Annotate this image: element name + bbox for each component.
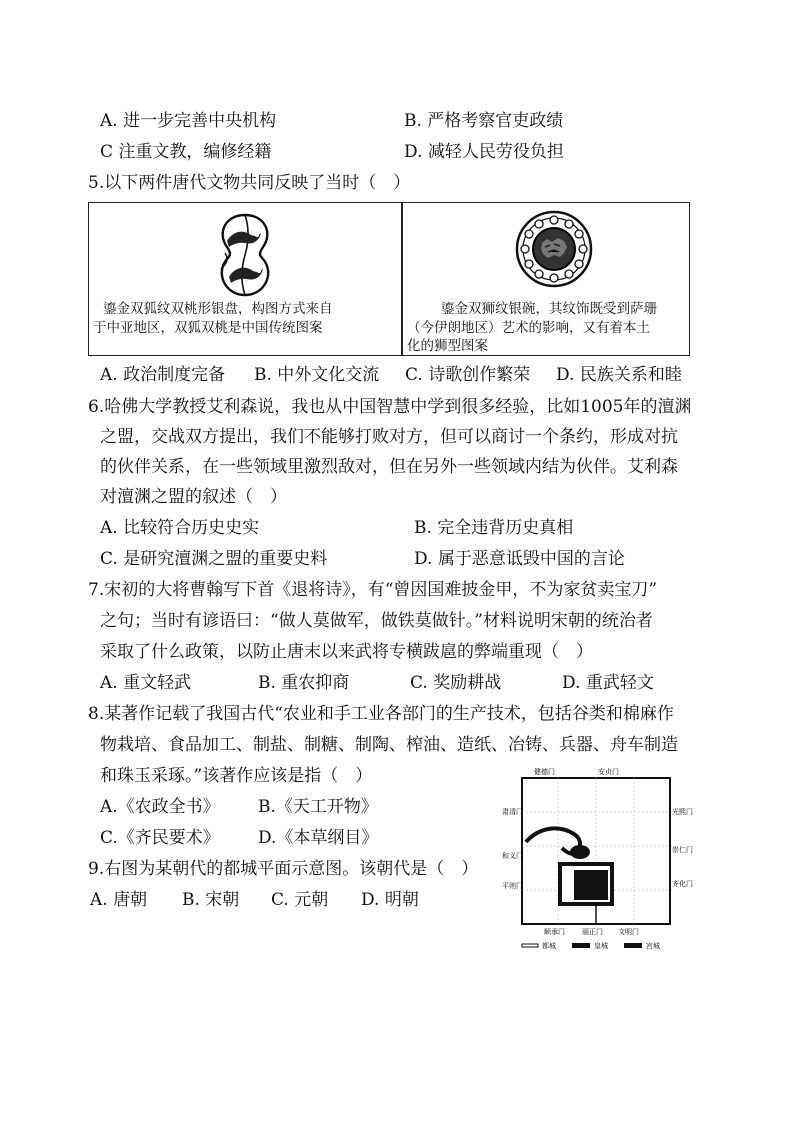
palace-city	[574, 870, 608, 900]
q8-option-c: C.《齐民要术》	[100, 828, 220, 848]
q8-option-a: A.《农政全书》	[100, 797, 220, 817]
q8-option-d: D.《本草纲目》	[258, 828, 379, 848]
gate-label-bottom-3: 文明门	[618, 928, 639, 936]
gate-label-left-1: 肃清门	[502, 808, 523, 816]
q5-option-d: D. 民族关系和睦	[556, 365, 682, 385]
q5-option-a: A. 政治制度完备	[100, 365, 226, 385]
q8-option-b: B.《天工开物》	[258, 797, 378, 817]
q7-line-2: 之句；当时有谚语曰：“做人莫做军，做铁莫做针。”材料说明宋朝的统治者	[100, 611, 653, 631]
q9-option-b: B. 宋朝	[182, 890, 240, 910]
q5-artifact-table	[88, 202, 690, 356]
q7-option-c: C. 奖励耕战	[410, 673, 502, 693]
legend-swatch-1	[522, 944, 538, 947]
q5-option-b: B. 中外文化交流	[254, 365, 380, 385]
q7-option-b: B. 重农抑商	[258, 673, 350, 693]
q7-option-a: A. 重文轻武	[100, 673, 192, 693]
legend-label-3: 宫城	[646, 942, 660, 950]
gate-label-top-left: 健德门	[534, 768, 555, 776]
q9-option-a: A. 唐朝	[90, 890, 148, 910]
q6-option-a: A. 比较符合历史史实	[100, 518, 260, 538]
q5-stem: 5.以下两件唐代文物共同反映了当时（ ）	[88, 173, 411, 193]
silver-bowl-image	[514, 209, 594, 289]
table-divider	[401, 203, 403, 355]
right-caption-line-2: （今伊朗地区）艺术的影响，又有着本土	[407, 320, 650, 336]
silver-plate-image	[207, 211, 283, 299]
q6-option-b: B. 完全违背历史真相	[414, 518, 574, 538]
gate-label-left-3: 平则门	[502, 882, 523, 890]
gate-label-right-2: 崇仁门	[672, 846, 693, 854]
q7-option-d: D. 重武轻文	[562, 673, 654, 693]
capital-city-plan-map	[498, 762, 693, 962]
legend-swatch-2	[572, 943, 590, 948]
q5-option-c: C. 诗歌创作繁荣	[405, 365, 531, 385]
q4-option-b: B. 严格考察官吏政绩	[404, 111, 564, 131]
q4-option-c: C 注重文教，编修经籍	[100, 142, 272, 162]
right-caption-line-1: 鎏金双狮纹银碗，其纹饰既受到萨珊	[441, 301, 657, 317]
left-caption-line-2: 于中亚地区，双狐双桃是中国传统图案	[93, 320, 323, 336]
q8-line-2: 物栽培、食品加工、制盐、制糖、制陶、榨油、造纸、冶铸、兵器、舟车制造	[100, 735, 678, 755]
q6-line-1: 6.哈佛大学教授艾利森说，我也从中国智慧中学到很多经验，比如1005年的澶渊	[88, 397, 692, 417]
left-caption-line-1: 鎏金双狐纹双桃形银盘，构图方式来自	[103, 301, 333, 317]
gate-label-bottom-1: 顺承门	[544, 928, 565, 936]
gate-label-right-3: 齐化门	[672, 880, 693, 888]
q6-line-3: 的伙伴关系，在一些领域里激烈敌对，但在另外一些领域内结为伙伴。艾利森	[100, 457, 678, 477]
q6-option-c: C. 是研究澶渊之盟的重要史料	[100, 549, 328, 569]
q6-option-d: D. 属于恶意诋毁中国的言论	[414, 549, 625, 569]
q6-line-4: 对澶渊之盟的叙述（ ）	[100, 487, 287, 507]
q6-line-2: 之盟，交战双方提出，我们不能够打败对方，但可以商讨一个条约，形成对抗	[100, 427, 678, 447]
q9-option-c: C. 元朝	[271, 890, 329, 910]
legend-swatch-3	[624, 943, 642, 948]
legend-label-2: 皇城	[594, 942, 608, 950]
gate-label-left-2: 和义门	[502, 852, 523, 860]
gate-label-top-right: 安贞门	[598, 768, 619, 776]
q4-option-d: D. 减轻人民劳役负担	[404, 142, 564, 162]
gate-label-right-1: 光熙门	[672, 808, 693, 816]
q7-line-1: 7.宋初的大将曹翰写下首《退将诗》，有“曾因国难披金甲，不为家贫卖宝刀”	[88, 580, 658, 600]
q7-line-3: 采取了什么政策，以防止唐末以来武将专横跋扈的弊端重现（ ）	[100, 642, 593, 662]
q4-option-a: A. 进一步完善中央机构	[100, 111, 277, 131]
q9-stem: 9.右图为某朝代的都城平面示意图。该朝代是（ ）	[88, 859, 479, 879]
gate-label-bottom-2: 丽正门	[582, 928, 603, 936]
lake	[570, 845, 590, 859]
right-caption-line-3: 化的狮型图案	[407, 338, 488, 354]
q8-line-1: 8.某著作记载了我国古代“农业和手工业各部门的生产技术，包括谷类和棉麻作	[88, 704, 674, 724]
q8-line-3: 和珠玉采琢。”该著作应该是指（ ）	[100, 766, 373, 786]
legend-label-1: 都城	[542, 942, 556, 950]
q9-option-d: D. 明朝	[361, 890, 419, 910]
